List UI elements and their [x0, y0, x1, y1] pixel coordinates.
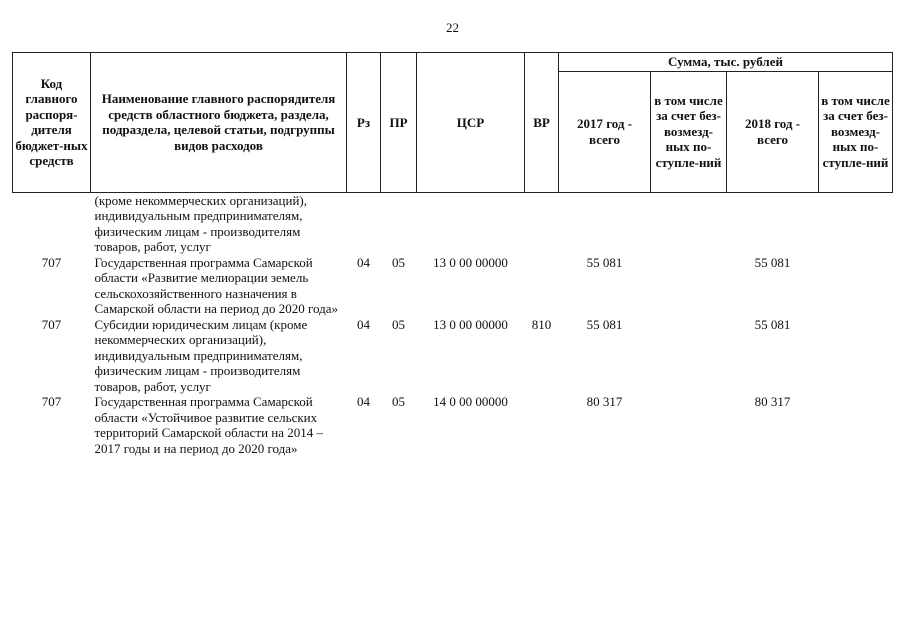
- cell-csr: 14 0 00 00000: [433, 394, 508, 409]
- cell-2017-total: 55 081: [586, 316, 623, 332]
- cell-pr: 05: [392, 316, 405, 332]
- cell-2018-total: 55 081: [754, 316, 791, 332]
- cell-code: 707: [41, 254, 62, 270]
- cell-pr: 05: [392, 254, 405, 270]
- cell-rz: 04: [357, 254, 370, 270]
- cell-csr: [417, 192, 525, 255]
- cell-vr: [525, 394, 559, 456]
- cell-2018-gratuitous: [819, 192, 893, 255]
- cell-2018-total: 80 317: [754, 394, 791, 409]
- cell-csr: 13 0 00 00000: [433, 316, 508, 332]
- table-row: [13, 394, 893, 456]
- header-2017-total: 2017 год - всего: [559, 71, 651, 192]
- header-sum-group: Сумма, тыс. рублей: [559, 53, 893, 72]
- cell-code: 707: [41, 316, 62, 332]
- cell-rz: 04: [357, 316, 370, 332]
- cell-2017-total: [559, 192, 651, 255]
- cell-csr: 13 0 00 00000: [433, 254, 508, 270]
- cell-2018-gratuitous: [819, 317, 893, 395]
- table-row: [13, 255, 893, 317]
- cell-rz: 04: [357, 394, 370, 409]
- cell-2017-total: 55 081: [586, 254, 623, 270]
- cell-2018-total: 55 081: [754, 254, 791, 270]
- cell-code: 707: [41, 394, 62, 409]
- cell-2017-gratuitous: [651, 255, 727, 317]
- table-row: [13, 317, 893, 395]
- cell-code: [13, 192, 91, 255]
- cell-2017-total: 80 317: [586, 394, 623, 409]
- cell-name: Субсидии юридическим лицам (кроме некоммерческих организаций), индивидуальным предпринимателям, физическим лицам - производителям товаров, работ, услуг: [94, 316, 308, 394]
- header-code: Код главного распоря-дителя бюджет-ных средств: [13, 53, 91, 193]
- cell-name: Государственная программа Самарской области «Устойчивое развитие сельских территорий Самарской области на 2014 – 2017 годы и на период до 2020 года»: [94, 394, 323, 456]
- header-2018-gratuitous: в том числе за счет без-возмезд-ных по-ступле-ний: [819, 71, 893, 192]
- cell-name: Государственная программа Самарской области «Развитие мелиорации земель сельскохозяйственного назначения в Самарской области на период до 2020 года»: [94, 254, 338, 316]
- header-rz: Рз: [347, 53, 381, 193]
- cell-rz: [347, 192, 381, 255]
- table-body: [13, 192, 893, 456]
- table-row: [13, 192, 893, 255]
- header-2017-gratuitous: в том числе за счет без-возмезд-ных по-ступле-ний: [651, 71, 727, 192]
- header-name: Наименование главного распорядителя средств областного бюджета, раздела, подраздела, целевой статьи, подгруппы видов расходов: [91, 53, 347, 193]
- cell-vr: 810: [531, 316, 552, 332]
- cell-2017-gratuitous: [651, 317, 727, 395]
- cell-pr: [381, 192, 417, 255]
- table-header: [13, 53, 893, 193]
- cell-vr: [525, 192, 559, 255]
- cell-2017-gratuitous: [651, 394, 727, 456]
- header-vr: ВР: [525, 53, 559, 193]
- page-number: 22: [446, 20, 459, 35]
- cell-2018-total: [727, 192, 819, 255]
- header-2018-total: 2018 год - всего: [727, 71, 819, 192]
- cell-2018-gratuitous: [819, 255, 893, 317]
- header-pr: ПР: [381, 53, 417, 193]
- budget-table: [12, 52, 893, 456]
- cell-name: (кроме некоммерческих организаций), индивидуальным предпринимателям, физическим лицам - производителям товаров, работ, услуг: [94, 192, 307, 254]
- cell-pr: 05: [392, 394, 405, 409]
- cell-2018-gratuitous: [819, 394, 893, 456]
- header-csr: ЦСР: [417, 53, 525, 193]
- cell-vr: [525, 255, 559, 317]
- cell-2017-gratuitous: [651, 192, 727, 255]
